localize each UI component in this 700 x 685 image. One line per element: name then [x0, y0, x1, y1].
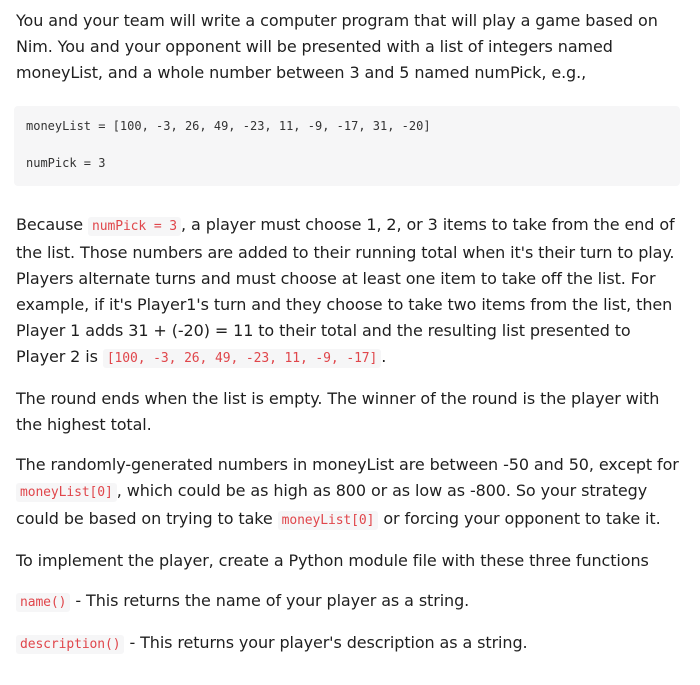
code-line-numpick: numPick = 3	[26, 156, 106, 170]
inline-code-description-function: description()	[16, 635, 124, 654]
intro-paragraph: You and your team will write a computer program that will play a game based on Nim. You and your opponent will be presented with a list of integers named moneyList, and a whole number between 3 and 5 named numPick, e.g.,	[16, 11, 658, 82]
code-line-moneylist: moneyList = [100, -3, 26, 49, -23, 11, -9, -17, 31, -20]	[26, 119, 431, 133]
inline-code-resulting-list: [100, -3, 26, 49, -23, 11, -9, -17]	[103, 349, 381, 368]
function-description-description: - This returns your player's description as a string.	[124, 633, 528, 652]
random-text-2: , which could be as high as 800 or as low as -800. So your strategy could be based on trying to take	[16, 481, 648, 528]
function-name-item	[16, 588, 684, 616]
rules-paragraph	[16, 212, 684, 372]
inline-code-name-function: name()	[16, 593, 70, 612]
random-text-1: The randomly-generated numbers in moneyList are between -50 and 50, except for	[16, 455, 679, 474]
inline-code-moneylist-0: moneyList[0]	[16, 483, 117, 502]
inline-code-moneylist-0-second: moneyList[0]	[278, 511, 379, 530]
function-description-item	[16, 630, 684, 658]
code-example-block	[14, 106, 680, 186]
inline-code-numpick: numPick = 3	[88, 217, 181, 236]
random-text-3: or forcing your opponent to take it.	[378, 509, 661, 528]
implement-paragraph: To implement the player, create a Python module file with these three functions	[16, 551, 649, 570]
rules-text-3: .	[381, 347, 387, 366]
function-name-description: - This returns the name of your player as a string.	[70, 591, 470, 610]
round-paragraph: The round ends when the list is empty. The winner of the round is the player with the highest total.	[16, 389, 660, 434]
rules-text-1: Because	[16, 215, 89, 234]
rules-text-2: , a player must choose 1, 2, or 3 items to take from the end of the list. Those numbers are added to their running total when it's their turn to play. Players alternate turns and must choose at least one item to take off the list. For example, if it's Player1's turn and they choose to take two items from the list, then Player 1 adds 31 + (-20) = 11 to their total and the resulting list presented to Player 2 is	[16, 215, 675, 366]
random-paragraph	[16, 452, 684, 534]
